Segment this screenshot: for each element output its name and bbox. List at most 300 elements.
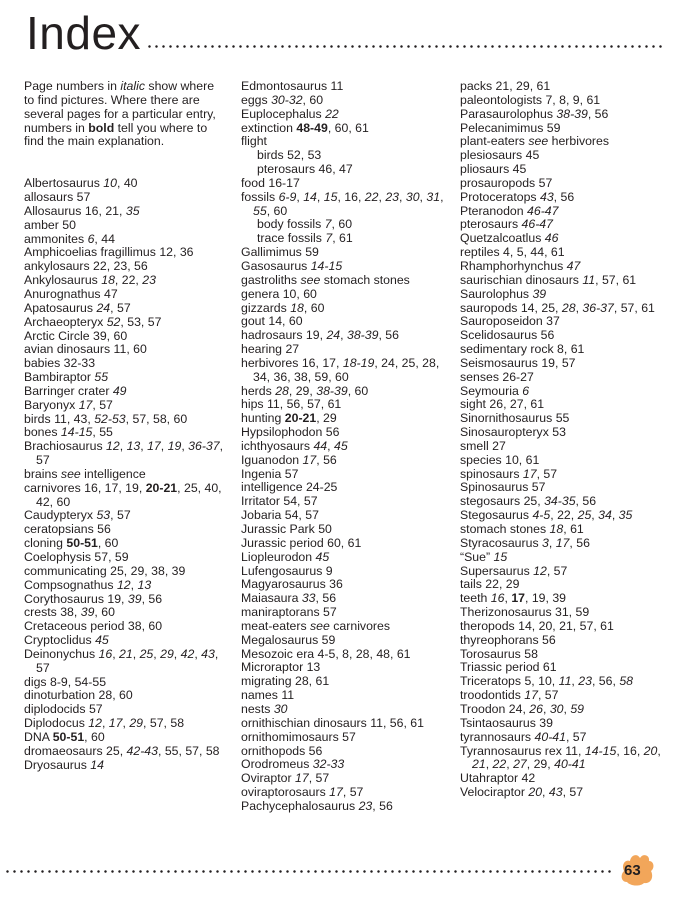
entry-segment: genera 10, 60 xyxy=(241,286,317,301)
index-entry xyxy=(241,315,446,329)
entry-segment: hunting xyxy=(241,411,285,426)
entry-segment: Ankylosaurus xyxy=(24,273,102,288)
index-entry xyxy=(460,205,670,219)
entry-segment: Orodromeus xyxy=(241,757,313,772)
entry-segment: 13 xyxy=(137,577,152,592)
entry-segment: body fossils xyxy=(257,217,325,232)
entry-segment: 22 xyxy=(492,757,507,772)
entry-segment: Triceratops 5, 10, xyxy=(460,674,559,689)
entry-segment: 6 xyxy=(87,231,95,246)
entry-segment: names 11 xyxy=(241,688,295,703)
entry-segment: gizzards xyxy=(241,300,291,315)
entry-segment: 4-5 xyxy=(532,508,551,523)
index-entry xyxy=(24,634,224,648)
entry-segment: Baryonyx xyxy=(24,397,79,412)
entry-segment: Parasaurolophus xyxy=(460,106,557,121)
index-entry xyxy=(241,675,446,689)
index-entry xyxy=(24,302,224,316)
entry-segment: , 57 xyxy=(565,729,587,744)
entry-segment: tails 22, 29 xyxy=(460,577,520,592)
index-entry xyxy=(241,191,446,219)
entry-segment: , xyxy=(153,646,161,661)
entry-segment: , 24, 25, 28, 34, 36, 38, 59, 60 xyxy=(253,355,440,384)
entry-segment: carnivores xyxy=(329,618,390,633)
index-entry xyxy=(241,606,446,620)
entry-segment: 7 xyxy=(324,217,332,232)
entry-segment: 30 xyxy=(549,701,564,716)
index-entry xyxy=(241,122,446,136)
entry-segment: 17 xyxy=(147,439,161,454)
index-entry xyxy=(460,481,670,495)
entry-segment: bones xyxy=(24,425,61,440)
index-entry xyxy=(24,191,224,205)
entry-segment: food 16-17 xyxy=(241,175,300,190)
index-entry xyxy=(241,80,446,94)
entry-segment: 15 xyxy=(493,549,508,564)
index-entry xyxy=(460,398,670,412)
entry-segment: Amphicoelias fragillimus 12, 36 xyxy=(24,245,194,260)
index-entry xyxy=(460,495,670,509)
index-entry xyxy=(460,620,670,634)
entry-segment: 22 xyxy=(364,189,379,204)
index-entry xyxy=(460,246,670,260)
entry-segment: 17 xyxy=(555,535,570,550)
entry-segment: hips 11, 56, 57, 61 xyxy=(241,397,342,412)
entry-segment: 24 xyxy=(326,328,341,343)
entry-segment: birds 11, 43, xyxy=(24,411,95,426)
index-entry xyxy=(241,523,446,537)
index-entry xyxy=(460,274,670,288)
index-entry xyxy=(24,413,224,427)
entry-segment: , 57 xyxy=(546,563,568,578)
entry-segment: Jobaria 54, 57 xyxy=(241,508,319,523)
entry-segment: Therizonosaurus 31, 59 xyxy=(460,605,590,620)
entry-segment: , 56 xyxy=(569,535,590,550)
index-entries xyxy=(460,80,670,800)
entry-segment: , xyxy=(657,743,661,758)
index-entry xyxy=(241,578,446,592)
entry-segment: Jurassic period 60, 61 xyxy=(241,535,362,550)
entry-segment: , xyxy=(296,189,304,204)
entry-segment: 33 xyxy=(301,591,316,606)
entry-segment: 29 xyxy=(160,646,174,661)
entry-segment: 26 xyxy=(529,701,543,716)
entry-segment: see xyxy=(310,618,330,633)
entry-segment: 24 xyxy=(96,300,111,315)
entry-segment: , 57, 61 xyxy=(595,272,637,287)
index-entry xyxy=(241,246,446,260)
entry-segment: Rhamphorhynchus xyxy=(460,258,567,273)
entry-segment: intelligence xyxy=(80,466,146,481)
entry-segment: , xyxy=(340,328,347,343)
index-entry xyxy=(24,468,224,482)
entry-segment: Lufengosaurus 9 xyxy=(241,563,333,578)
entry-segment: 49 xyxy=(112,383,127,398)
entry-segment: intelligence 24-25 xyxy=(241,480,338,495)
entry-segment: , 53, 57 xyxy=(120,314,162,329)
index-entry xyxy=(460,122,670,136)
entry-segment: , 60 xyxy=(347,383,369,398)
index-entry xyxy=(24,233,224,247)
index-entry xyxy=(460,551,670,565)
entry-segment: teeth xyxy=(460,591,491,606)
entry-segment: 38-39 xyxy=(316,383,348,398)
index-entry xyxy=(241,495,446,509)
entry-segment: , xyxy=(160,439,168,454)
index-entry xyxy=(241,357,446,385)
entry-segment: troodontids xyxy=(460,688,525,703)
entry-segment: 30 xyxy=(405,189,420,204)
entry-segment: , 60 xyxy=(266,203,288,218)
entry-segment: , 40 xyxy=(116,176,138,191)
entry-segment: , 60 xyxy=(84,729,105,744)
entry-segment: 40-41 xyxy=(554,757,586,772)
entry-segment: amber 50 xyxy=(24,217,76,232)
intro-segment: tell you where to find the main explanation. xyxy=(24,120,208,149)
entry-segment: Troodon 24, xyxy=(460,701,530,716)
entry-segment: reptiles 4, 5, 44, 61 xyxy=(460,245,565,260)
index-entry xyxy=(24,399,224,413)
index-entry xyxy=(241,717,446,731)
entry-segment: , 22, xyxy=(550,508,578,523)
entry-segment: 17 xyxy=(522,466,537,481)
title-dotted-rule xyxy=(146,44,665,49)
entry-segment: 43 xyxy=(539,189,554,204)
index-entry xyxy=(460,218,670,232)
index-entry xyxy=(241,288,446,302)
entry-segment: see xyxy=(60,466,81,481)
entry-segment: Velociraptor xyxy=(460,785,529,800)
entry-segment: , 25, 40, 42, 60 xyxy=(36,480,222,509)
entry-segment: sedimentary rock 8, 61 xyxy=(460,342,585,357)
entry-segment: 17 xyxy=(329,785,343,800)
index-entry xyxy=(241,177,446,191)
index-entries xyxy=(24,177,224,772)
entry-segment: extinction xyxy=(241,120,297,135)
entry-segment: , xyxy=(575,300,583,315)
entry-segment: migrating 28, 61 xyxy=(241,674,330,689)
index-entry xyxy=(24,274,224,288)
index-subentry xyxy=(241,149,446,163)
entry-segment: meat-eaters xyxy=(241,618,311,633)
index-entry xyxy=(460,149,670,163)
index-entry xyxy=(24,579,224,593)
index-entry xyxy=(241,412,446,426)
entry-segment: , 57, 58 xyxy=(143,716,185,731)
entry-segment: , xyxy=(101,716,109,731)
entry-segment: , xyxy=(119,439,127,454)
entry-segment: Spinosaurus 57 xyxy=(460,480,546,495)
entry-segment: 43 xyxy=(201,646,215,661)
entry-segment: digs 8-9, 54-55 xyxy=(24,674,107,689)
entry-segment: see xyxy=(528,134,549,149)
index-entry xyxy=(241,565,446,579)
entry-segment: ammonites xyxy=(24,231,88,246)
entry-segment: , 57 xyxy=(110,508,131,523)
entry-segment: , 22, xyxy=(114,273,143,288)
entry-segment: ceratopsians 56 xyxy=(24,522,111,537)
entry-segment: , 57, 58, 60 xyxy=(125,411,188,426)
index-entry xyxy=(460,426,670,440)
index-entry xyxy=(241,758,446,772)
entry-segment: 13 xyxy=(126,439,141,454)
entry-segment: , xyxy=(563,701,571,716)
index-entry xyxy=(241,385,446,399)
entry-segment: 36-37 xyxy=(188,439,220,454)
entry-segment: Irritator 54, 57 xyxy=(241,494,318,509)
entry-segment: , 57 xyxy=(536,466,558,481)
entry-segment: , xyxy=(440,189,444,204)
entry-segment: 12 xyxy=(88,716,102,731)
index-entry xyxy=(460,440,670,454)
index-entry xyxy=(460,163,670,177)
entry-segment: 20-21 xyxy=(284,411,317,426)
entry-segment: Coelophysis 57, 59 xyxy=(24,550,129,564)
entry-segment: 17 xyxy=(295,771,309,786)
index-entry xyxy=(460,606,670,620)
index-entry xyxy=(460,94,670,108)
index-entry xyxy=(24,731,224,745)
entry-segment: , 57 xyxy=(36,646,219,675)
entry-segment: , 57 xyxy=(36,439,224,468)
entry-segment: 40-41 xyxy=(534,729,566,744)
index-column-3 xyxy=(460,80,670,800)
entry-segment: , 56 xyxy=(141,591,163,606)
index-entry xyxy=(24,205,224,219)
entry-segment: trace fossils xyxy=(257,231,326,246)
intro-segment: italic xyxy=(120,79,145,93)
index-entry xyxy=(460,578,670,592)
index-entry xyxy=(24,330,224,344)
entry-segment: 17 xyxy=(524,688,538,703)
entry-segment: 14-15 xyxy=(584,743,617,758)
entry-segment: 42 xyxy=(180,646,195,661)
entry-segment: sauropods 14, 25, xyxy=(460,300,562,315)
entry-segment: Pelecanimimus 59 xyxy=(460,120,561,135)
entry-segment: , xyxy=(122,716,130,731)
entry-segment: Albertosaurus xyxy=(24,176,104,191)
entry-segment: Deinonychus xyxy=(24,646,99,661)
entry-segment: 39 xyxy=(127,591,142,606)
index-entry xyxy=(460,565,670,579)
entry-segment: Caudypteryx xyxy=(24,508,97,523)
index-entry xyxy=(460,592,670,606)
entry-segment: 23 xyxy=(142,273,156,288)
entry-segment: 45 xyxy=(315,549,330,564)
entry-segment: , 60, 61 xyxy=(327,120,369,135)
index-entry xyxy=(24,177,224,191)
entry-segment: 39 xyxy=(80,605,95,620)
entry-segment: 29 xyxy=(129,716,144,731)
index-entry xyxy=(24,246,224,260)
entry-segment: Sauroposeidon 37 xyxy=(460,314,560,329)
entry-segment: 58 xyxy=(619,674,633,689)
entry-segment: , xyxy=(504,591,512,606)
entry-segment: 12 xyxy=(533,563,547,578)
entry-segment: , xyxy=(399,189,406,204)
entry-segment: Utahraptor 42 xyxy=(460,771,536,786)
entry-segment: 35 xyxy=(125,203,140,218)
entry-segment: packs 21, 29, 61 xyxy=(460,79,551,93)
entry-segment: , 57 xyxy=(92,397,113,412)
entry-segment: , xyxy=(194,646,202,661)
index-entry xyxy=(241,689,446,703)
index-entry xyxy=(460,371,670,385)
entry-segment: , 56 xyxy=(575,494,597,509)
entry-segment: diplodocids 57 xyxy=(24,702,103,717)
entry-segment: , xyxy=(316,189,324,204)
index-column-1 xyxy=(24,80,224,773)
entry-segment: birds 52, 53 xyxy=(257,148,322,163)
entry-segment: 20 xyxy=(643,743,658,758)
entry-segment: sight 26, 27, 61 xyxy=(460,397,545,412)
entry-segment: herds xyxy=(241,383,276,398)
entry-segment: smell 27 xyxy=(460,438,506,453)
entry-segment: 21 xyxy=(472,757,486,772)
index-entry xyxy=(460,260,670,274)
index-entry xyxy=(460,232,670,246)
index-entry xyxy=(241,468,446,482)
entry-segment: ichthyosaurs xyxy=(241,438,314,453)
entry-segment: 17 xyxy=(108,716,123,731)
entry-segment: , xyxy=(571,674,579,689)
entry-segment: Saurolophus xyxy=(460,286,533,301)
entry-segment: Edmontosaurus 11 xyxy=(241,79,344,93)
entry-segment: 50-51 xyxy=(52,729,85,744)
index-entry xyxy=(24,288,224,302)
index-entry xyxy=(241,343,446,357)
index-entry xyxy=(460,108,670,122)
index-entry xyxy=(241,481,446,495)
entry-segment: , xyxy=(130,577,138,592)
entry-segment: maniraptorans 57 xyxy=(241,605,337,620)
index-entry xyxy=(460,412,670,426)
entry-segment: 30 xyxy=(273,701,288,716)
index-entry xyxy=(460,689,670,703)
index-entry xyxy=(24,676,224,690)
index-entry xyxy=(241,302,446,316)
index-entry xyxy=(241,648,446,662)
entry-segment: 44 xyxy=(313,438,328,453)
entry-segment: allosaurs 57 xyxy=(24,190,91,205)
entry-segment: 46 xyxy=(544,231,559,246)
entry-segment: , 56, xyxy=(591,674,620,689)
entry-segment: stegosaurs 25, xyxy=(460,494,545,509)
entry-segment: 43 xyxy=(548,785,563,800)
index-entry xyxy=(460,786,670,800)
entry-segment: , 60 xyxy=(302,92,324,107)
index-entry xyxy=(24,593,224,607)
entry-segment: 28 xyxy=(275,383,289,398)
entry-segment: 14-15 xyxy=(60,425,93,440)
entry-segment: , 56 xyxy=(378,328,399,343)
index-entry xyxy=(24,385,224,399)
entry-segment: 48-49 xyxy=(296,120,328,135)
index-entry xyxy=(460,191,670,205)
entry-segment: 20 xyxy=(528,785,543,800)
index-entry xyxy=(460,385,670,399)
index-entry xyxy=(460,302,670,316)
entry-segment: , 57 xyxy=(537,688,559,703)
entry-segment: , 29, xyxy=(526,757,555,772)
index-entry xyxy=(241,426,446,440)
entry-segment: Apatosaurus xyxy=(24,300,97,315)
entry-segment: babies 32-33 xyxy=(24,356,96,371)
entry-segment: , 29, xyxy=(288,383,317,398)
entry-segment: 47 xyxy=(566,258,581,273)
entry-segment: 27 xyxy=(513,757,527,772)
entry-segment: , 60 xyxy=(97,536,119,551)
entry-segment: , 57, 61 xyxy=(613,300,655,315)
index-entry xyxy=(24,523,224,537)
entry-segment: 53 xyxy=(96,508,111,523)
index-subentry xyxy=(241,232,446,246)
page-title: Index xyxy=(26,7,142,59)
entry-segment: , xyxy=(485,757,493,772)
intro-text xyxy=(24,80,224,149)
entry-segment: , 44 xyxy=(94,231,115,246)
entry-segment: 38-39 xyxy=(346,328,379,343)
entry-segment: 14 xyxy=(303,189,317,204)
index-entry xyxy=(460,343,670,357)
index-entry xyxy=(24,717,224,731)
index-entry xyxy=(460,745,670,773)
index-entry xyxy=(24,537,224,551)
entry-segment: Allosaurus 16, 21, xyxy=(24,203,126,218)
entry-segment: Corythosaurus 19, xyxy=(24,591,128,606)
entry-segment: Compsognathus xyxy=(24,577,117,592)
index-entry xyxy=(241,329,446,343)
entry-segment: , xyxy=(419,189,427,204)
entry-segment: nests xyxy=(241,701,274,716)
entry-segment: Cretaceous period 38, 60 xyxy=(24,619,163,634)
index-entry xyxy=(24,759,224,773)
entry-segment: , xyxy=(611,508,619,523)
entry-segment: DNA xyxy=(24,729,53,744)
index-entry xyxy=(460,509,670,523)
entry-segment: Seymouria xyxy=(460,383,523,398)
entry-segment: carnivores 16, 17, 19, xyxy=(24,480,146,495)
entry-segment: 28 xyxy=(561,300,576,315)
entry-segment: , xyxy=(327,438,334,453)
entry-segment: 45 xyxy=(333,438,348,453)
entry-segment: , xyxy=(506,757,514,772)
entry-segment: 22 xyxy=(325,106,339,121)
entry-segment: , xyxy=(548,535,556,550)
entry-segment: , 57 xyxy=(342,785,364,800)
index-entry xyxy=(24,689,224,703)
entry-segment: Maiasaura xyxy=(241,591,302,606)
index-subentry xyxy=(241,218,446,232)
index-entry xyxy=(460,357,670,371)
index-entry xyxy=(241,274,446,288)
index-entry xyxy=(24,551,224,565)
index-entry xyxy=(24,260,224,274)
entry-segment: Dryosaurus xyxy=(24,757,91,772)
entry-segment: gastroliths xyxy=(241,272,301,287)
entry-segment: 52-53 xyxy=(94,411,126,426)
entry-segment: 6-9 xyxy=(278,189,297,204)
entry-segment: Jurassic Park 50 xyxy=(241,522,332,536)
entry-segment: Scelidosaurus 56 xyxy=(460,328,555,343)
entry-segment: 36-37 xyxy=(582,300,614,315)
index-entry xyxy=(24,703,224,717)
index-entry xyxy=(241,772,446,786)
index-subentry xyxy=(241,163,446,177)
index-entry xyxy=(460,177,670,191)
entry-segment: , 56 xyxy=(372,798,393,813)
entry-segment: senses 26-27 xyxy=(460,369,534,384)
